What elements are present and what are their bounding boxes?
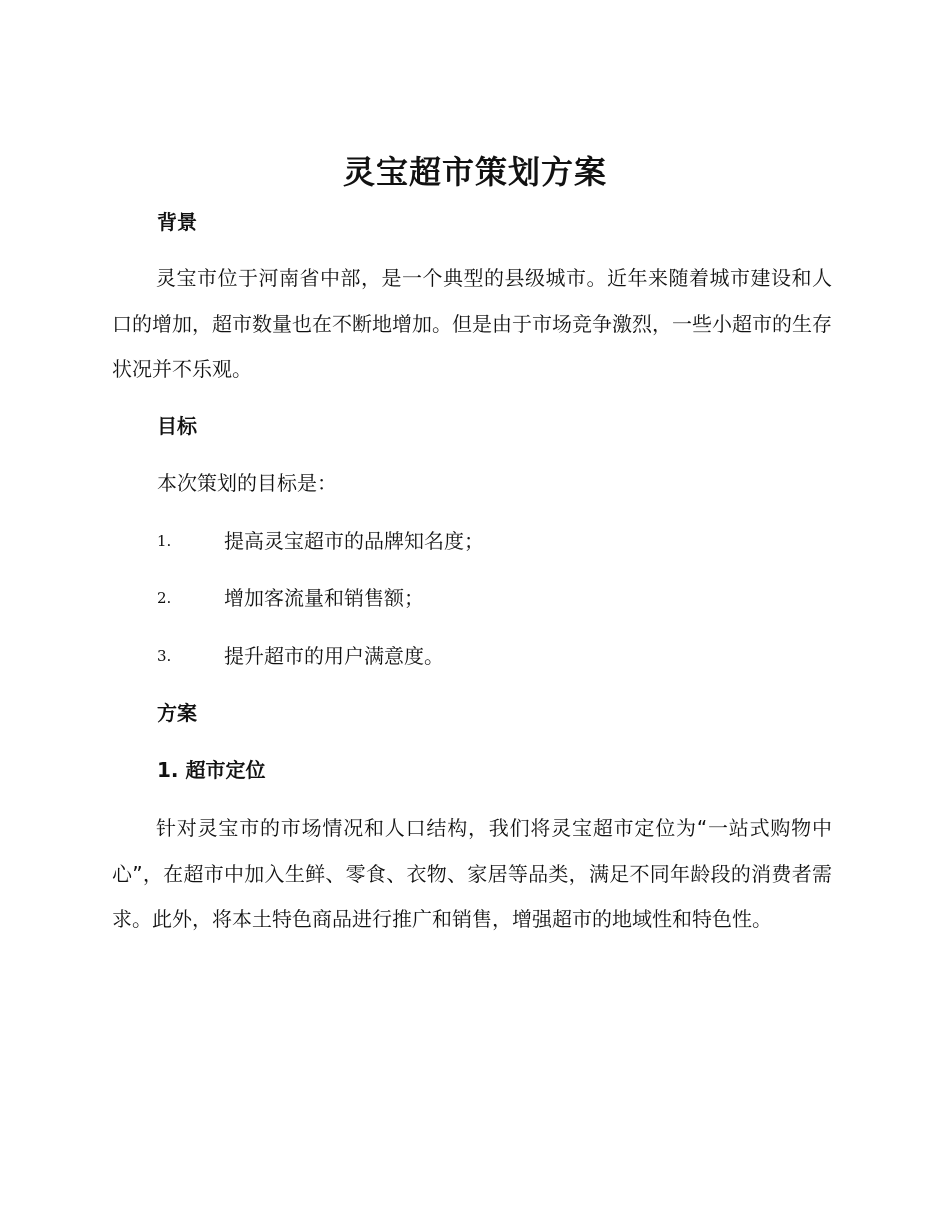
list-text: 增加客流量和销售额； — [224, 586, 424, 610]
document-title: 灵宝超市策划方案 — [342, 153, 607, 191]
list-number: 2. — [157, 589, 172, 607]
list-text: 提升超市的用户满意度。 — [224, 644, 444, 668]
goal-list-item — [157, 642, 757, 670]
list-number: 3. — [157, 647, 172, 665]
section-heading-goals: 目标 — [157, 414, 197, 438]
goal-list-item — [157, 527, 757, 555]
subsection-heading-positioning: 1. 超市定位 — [157, 758, 266, 782]
positioning-paragraph: 针对灵宝市的市场情况和人口结构，我们将灵宝超市定位为“一站式购物中心”，在超市中加入生鲜、零食、衣物、家居等品类，满足不同年龄段的消费者需求。此外，将本土特色商品进行推广和销售，增强超市的地域性和特色性。 — [112, 816, 832, 931]
background-paragraph: 灵宝市位于河南省中部，是一个典型的县级城市。近年来随着城市建设和人口的增加，超市数量也在不断地增加。但是由于市场竞争激烈，一些小超市的生存状况并不乐观。 — [112, 266, 832, 381]
section-heading-plan: 方案 — [157, 701, 197, 725]
list-text: 提高灵宝超市的品牌知名度； — [224, 529, 484, 553]
goal-list-item — [157, 584, 757, 612]
section-heading-background: 背景 — [157, 210, 197, 234]
goals-intro: 本次策划的目标是： — [157, 471, 337, 495]
list-number: 1. — [157, 532, 172, 550]
